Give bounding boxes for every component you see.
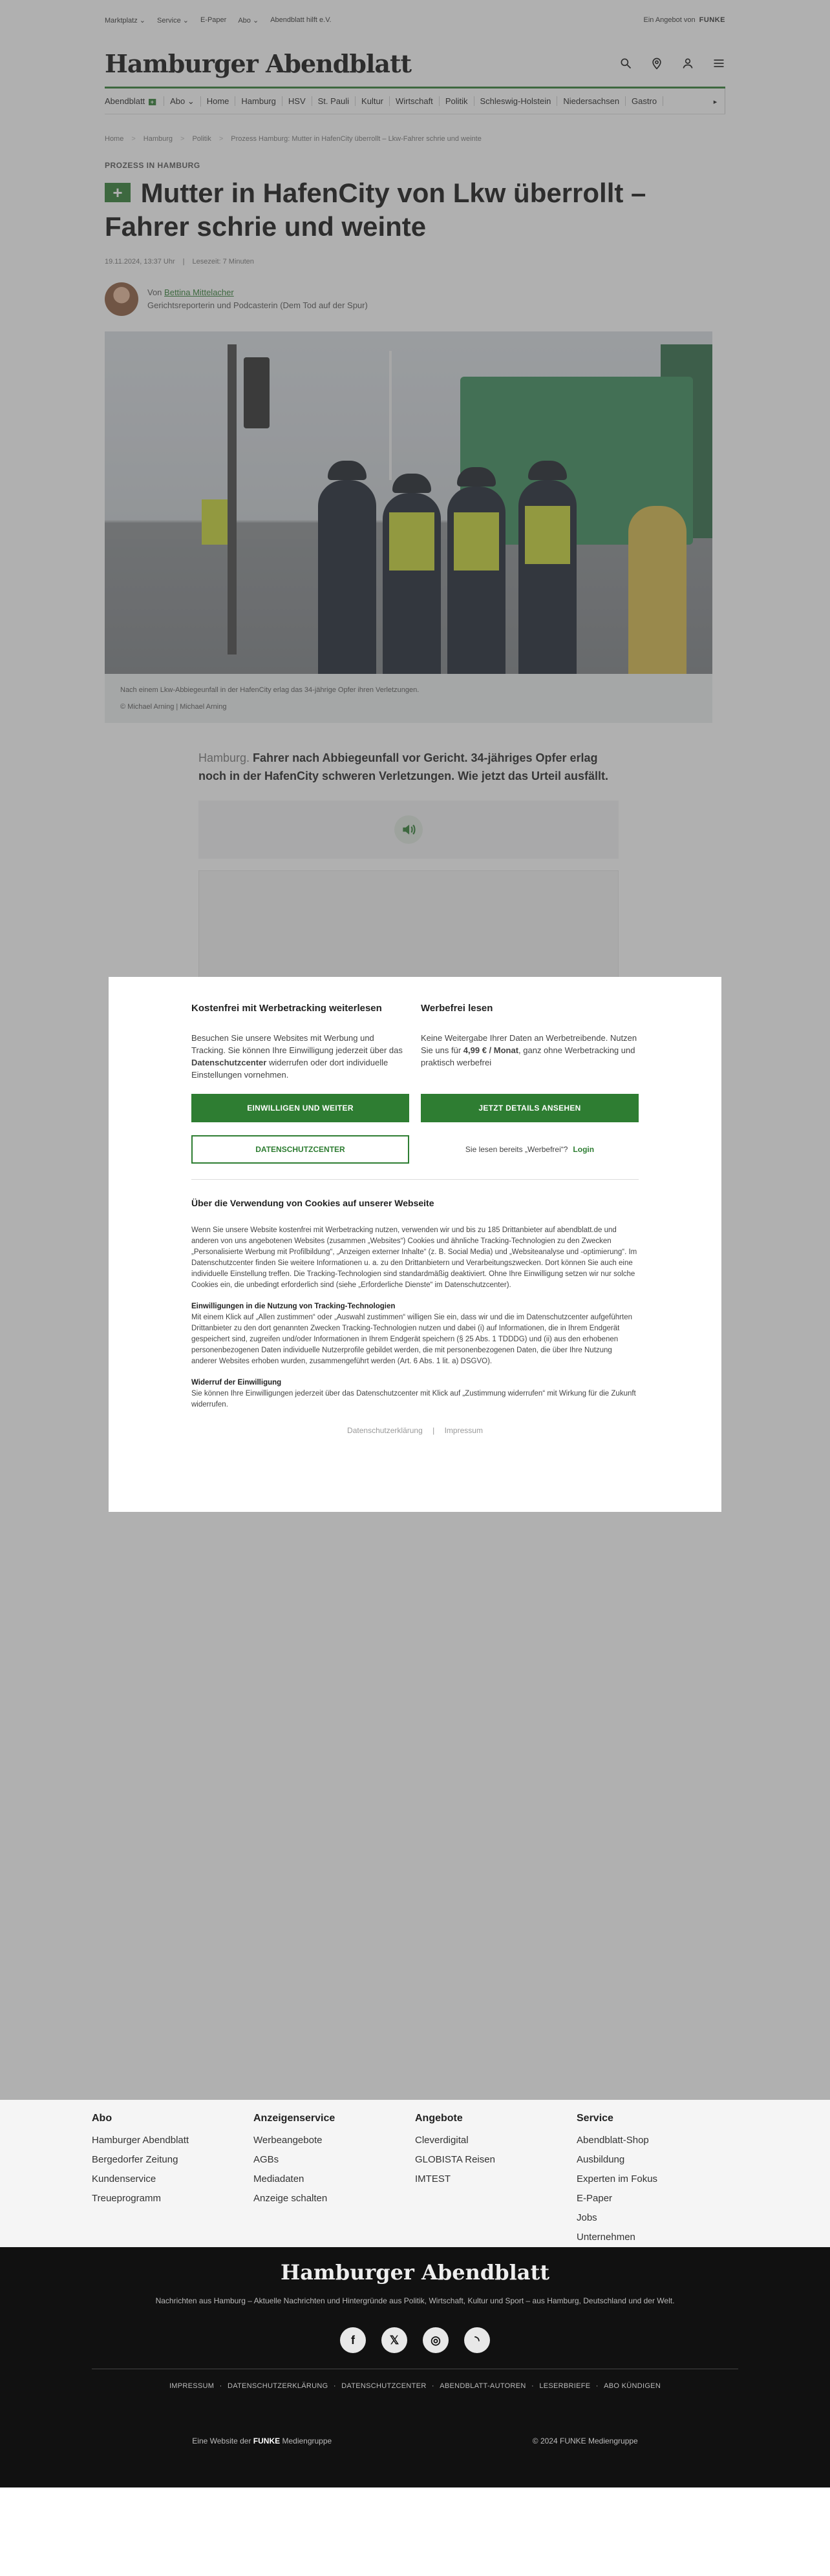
nav-item-niedersachsen[interactable]: Niedersachsen [557, 96, 626, 106]
nav-item-wirtschaft[interactable]: Wirtschaft [390, 96, 440, 106]
rss-icon[interactable]: ◝ [464, 2327, 490, 2353]
footer-column-abo [92, 2113, 253, 2247]
utility-marktplatz[interactable]: Marktplatz ⌄ [105, 16, 146, 25]
breadcrumb-current: Prozess Hamburg: Mutter in HafenCity überrollt – Lkw-Fahrer schrie und weinte [231, 135, 482, 143]
footer-link[interactable]: Ausbildung [577, 2154, 625, 2165]
option-tracking-text [191, 1032, 409, 1094]
footer-column-service [577, 2113, 738, 2247]
footer-link[interactable]: Abendblatt-Shop [577, 2135, 649, 2146]
instagram-icon[interactable]: ◎ [423, 2327, 449, 2353]
privacy-policy-link[interactable]: Datenschutzerklärung [347, 1426, 423, 1435]
footer-funke-brand[interactable]: FUNKE [253, 2436, 281, 2445]
option-adfree-text-1: Keine Weitergabe Ihrer Daten an Werbetreibende. Nutzen Sie uns für [421, 1033, 637, 1055]
consent-paragraph-text: Mit einem Klick auf „Allen zustimmen“ oder „Auswahl zustimmen“ willigen Sie ein, dass wir und die im Datenschutzcenter aufgeführten Drittanbieter zu den dort genannten Zwecken Tracking-Technologien nutzen und dabei (i) auf Informationen, die in Ihrem Endgerät gespeichert sind, zugreifen und/oder Informationen in Ihrem Endgerät speichern (§ 25 Abs. 1 TDDDG) und (ii) aus den erhobenen personenbezogenen Daten individuelle Nutzerprofile gebildet werden, die mit personenbezogenen Daten, die über Ihre Nutzung anderer Websites erhoben wurden, zusammengeführt werden (Art. 6 Abs. 1 lit. a) DSGVO). [191, 1314, 632, 1365]
reading-time: Lesezeit: 7 Minuten [192, 258, 254, 266]
article-title-text: Mutter in HafenCity von Lkw überrollt – Fahrer schrie und weinte [105, 178, 646, 242]
consent-options [191, 1003, 639, 1164]
footer-logo[interactable]: Hamburger Abendblatt [280, 2260, 550, 2285]
author-prefix: Von [147, 288, 162, 297]
footer-legal-link[interactable]: DATENSCHUTZCENTER [341, 2382, 427, 2390]
footer-link[interactable]: Werbeangebote [253, 2135, 323, 2146]
x-icon[interactable]: 𝕏 [381, 2327, 407, 2353]
footer-legal-link[interactable]: ABO KÜNDIGEN [604, 2382, 661, 2390]
option-tracking [191, 1003, 409, 1164]
cookie-section-text: Wenn Sie unsere Website kostenfrei mit Werbetracking nutzen, verwenden wir und bis zu 185 Drittanbieter auf abendblatt.de und anderen von uns angebotenen Websites (zusammen „Websites“) Cookies und ähnliche Tracking-Technologien zu den Zwecken „Personalisierte Werbung mit Profilbildung“, „Anzeigen externer Inhalte“ (z. B. Social Media) und „Websiteanalyse und -optimierung“. Im Datenschutzcenter finden Sie weitere Informationen u. a. zu den Drittanbietern und Verarbeitungszwecken. Dort können Sie auch eine individuelle Einstellung treffen. Die Tracking-Technologien sind standardmäßig deaktiviert. Ohne Ihre Einwilligung setzen wir nur solche Cookies ein, die unbedingt erforderlich sind (siehe „Erforderliche Dienste“ im Datenschutzcenter). [191, 1226, 637, 1289]
option-adfree-title: Werbefrei lesen [421, 1003, 493, 1014]
article-kicker: PROZESS IN HAMBURG [105, 161, 200, 170]
author-role: Gerichtsreporterin und Podcasterin (Dem Tod auf der Spur) [147, 300, 368, 310]
photo-caption: Nach einem Lkw-Abbiegeunfall in der HafenCity erlag das 34-jährige Opfer ihren Verletzungen. [120, 686, 420, 694]
footer-link[interactable]: Hamburger Abendblatt [92, 2135, 189, 2146]
footer-link[interactable]: Unternehmen [577, 2232, 635, 2243]
privacy-center-button[interactable]: DATENSCHUTZCENTER [191, 1135, 409, 1164]
consent-divider [191, 1179, 639, 1180]
nav-item-abendblatt-label: Abendblatt [105, 96, 145, 106]
footer-link[interactable]: E-Paper [577, 2193, 613, 2204]
breadcrumb-separator: > [180, 135, 185, 143]
facebook-icon[interactable]: f [340, 2327, 366, 2353]
meta-separator: | [182, 258, 185, 266]
page-end [0, 2487, 830, 2576]
consent-footer-links [191, 1426, 639, 1435]
option-adfree-text [421, 1032, 639, 1094]
site-logo[interactable]: Hamburger Abendblatt [105, 48, 412, 78]
footer-publisher-suffix: Mediengruppe [282, 2436, 332, 2445]
footer-legal-link[interactable]: IMPRESSUM [169, 2382, 215, 2390]
footer-column-title: Service [577, 2113, 613, 2124]
photo-credit: © Michael Arning | Michael Arning [120, 703, 227, 711]
option-tracking-text-1: Besuchen Sie unsere Websites mit Werbung und Tracking. Sie können Ihre Einwilligung jederzeit über das [191, 1033, 403, 1055]
revoke-paragraph [191, 1377, 639, 1410]
footer-legal-link[interactable]: DATENSCHUTZERKLÄRUNG [227, 2382, 328, 2390]
footer-dark [0, 2247, 830, 2487]
consent-paragraph-title: Einwilligungen in die Nutzung von Tracking-Technologien [191, 1303, 396, 1310]
nav-item-st-pauli[interactable]: St. Pauli [312, 96, 356, 106]
author-name-link[interactable]: Bettina Mittelacher [164, 288, 234, 297]
footer-tagline: Nachrichten aus Hamburg – Aktuelle Nachrichten und Hintergründe aus Politik, Wirtschaft, Kultur und Sport – aus Hamburg, Deutschland und der Welt. [155, 2296, 675, 2305]
article-date: 19.11.2024, 13:37 Uhr [105, 258, 175, 266]
nav-item-politik[interactable]: Politik [440, 96, 474, 106]
footer-column-title: Angebote [415, 2113, 463, 2124]
option-tracking-title: Kostenfrei mit Werbetracking weiterlesen [191, 1003, 382, 1014]
consent-paragraph [191, 1301, 639, 1367]
footer-link[interactable]: Anzeige schalten [253, 2193, 328, 2204]
footer-link[interactable]: Jobs [577, 2212, 597, 2223]
footer-legal-link[interactable]: LESERBRIEFE [539, 2382, 591, 2390]
footer-column-title: Anzeigenservice [253, 2113, 335, 2124]
nav-scroll-arrow-icon[interactable]: ▸ [706, 89, 725, 114]
revoke-paragraph-title: Widerruf der Einwilligung [191, 1379, 282, 1387]
plus-badge-icon: + [105, 183, 131, 202]
adfree-price: 4,99 € / Monat [463, 1045, 519, 1055]
revoke-paragraph-text: Sie können Ihre Einwilligungen jederzeit über das Datenschutzcenter mit Klick auf „Zustimmung widerrufen“ mit Wirkung für die Zukunft widerrufen. [191, 1390, 636, 1408]
accept-button[interactable]: EINWILLIGEN UND WEITER [191, 1094, 409, 1122]
nav-item-schleswig-holstein[interactable]: Schleswig-Holstein [474, 96, 558, 106]
nav-item-kultur[interactable]: Kultur [356, 96, 390, 106]
footer-publisher [192, 2436, 332, 2445]
utility-service[interactable]: Service ⌄ [157, 16, 189, 25]
breadcrumb-separator: > [218, 135, 224, 143]
footer-column-angebote [415, 2113, 577, 2247]
footer-link[interactable]: Bergedorfer Zeitung [92, 2154, 178, 2165]
privacy-center-inline-link[interactable]: Datenschutzcenter [191, 1058, 267, 1067]
details-button[interactable]: JETZT DETAILS ANSEHEN [421, 1094, 639, 1122]
footer-link[interactable]: Experten im Fokus [577, 2173, 658, 2184]
breadcrumb-separator: > [131, 135, 136, 143]
footer-link[interactable]: Kundenservice [92, 2173, 156, 2184]
cookie-section-title: Über die Verwendung von Cookies auf unserer Webseite [191, 1198, 434, 1208]
nav-item-abo-label: Abo [170, 96, 186, 106]
utility-epaper[interactable]: E-Paper [200, 16, 227, 24]
breadcrumb-home[interactable]: Home [105, 135, 124, 143]
footer-legal-links: IMPRESSUM · DATENSCHUTZERKLÄRUNG · DATENSCHUTZCENTER · ABENDBLATT-AUTOREN · LESERBRIEFE · ABO KÜNDIGEN [0, 2382, 830, 2390]
breadcrumb-politik[interactable]: Politik [192, 135, 211, 143]
consent-dialog [109, 977, 721, 1512]
nav-item-hamburg[interactable]: Hamburg [235, 96, 282, 106]
footer-links-area [0, 2100, 830, 2247]
footer-link[interactable]: Cleverdigital [415, 2135, 469, 2146]
footer-link[interactable]: Mediadaten [253, 2173, 304, 2184]
option-adfree [421, 1003, 639, 1164]
footer-publisher-prefix: Eine Website der [192, 2436, 251, 2445]
funke-logo[interactable]: FUNKE [699, 16, 725, 24]
footer-column-anzeigenservice [253, 2113, 415, 2247]
breadcrumb-hamburg[interactable]: Hamburg [143, 135, 173, 143]
footer-columns [92, 2100, 738, 2247]
login-link[interactable]: Login [573, 1145, 595, 1154]
nav-item-home[interactable]: Home [201, 96, 236, 106]
footer-link[interactable]: Treueprogramm [92, 2193, 161, 2204]
imprint-link[interactable]: Impressum [444, 1426, 483, 1435]
login-line [421, 1135, 639, 1164]
social-icons [0, 2327, 830, 2353]
footer-column-title: Abo [92, 2113, 112, 2124]
nav-item-gastro[interactable]: Gastro [626, 96, 663, 106]
option-adfree-text-2: , ganz ohne Werbetracking und praktisch werbefrei [421, 1045, 635, 1067]
footer-link[interactable]: IMTEST [415, 2173, 451, 2184]
footer-bottom [92, 2436, 738, 2445]
footer-link[interactable]: AGBs [253, 2154, 279, 2165]
link-separator: | [432, 1426, 435, 1435]
publisher-prefix: Ein Angebot von [643, 16, 696, 24]
option-tracking-text-2: widerrufen oder dort individuelle Einstellungen vornehmen. [191, 1058, 388, 1080]
utility-abendblatt-hilft[interactable]: Abendblatt hilft e.V. [270, 16, 332, 24]
login-question: Sie lesen bereits „Werbefrei“? [465, 1145, 568, 1154]
nav-item-hsv[interactable]: HSV [282, 96, 312, 106]
footer-copyright: © 2024 FUNKE Mediengruppe [532, 2436, 638, 2445]
plus-badge: + [149, 99, 156, 105]
intro-text: Fahrer nach Abbiegeunfall vor Gericht. 34-jähriges Opfer erlag noch in der HafenCity schweren Verletzungen. Wie jetzt das Urteil ausfällt. [198, 751, 608, 782]
utility-abo[interactable]: Abo ⌄ [238, 16, 259, 25]
intro-location: Hamburg. [198, 751, 250, 764]
footer-link[interactable]: GLOBISTA Reisen [415, 2154, 495, 2165]
chevron-down-icon: ⌄ [187, 96, 195, 106]
footer-legal-link[interactable]: ABENDBLATT-AUTOREN [440, 2382, 526, 2390]
